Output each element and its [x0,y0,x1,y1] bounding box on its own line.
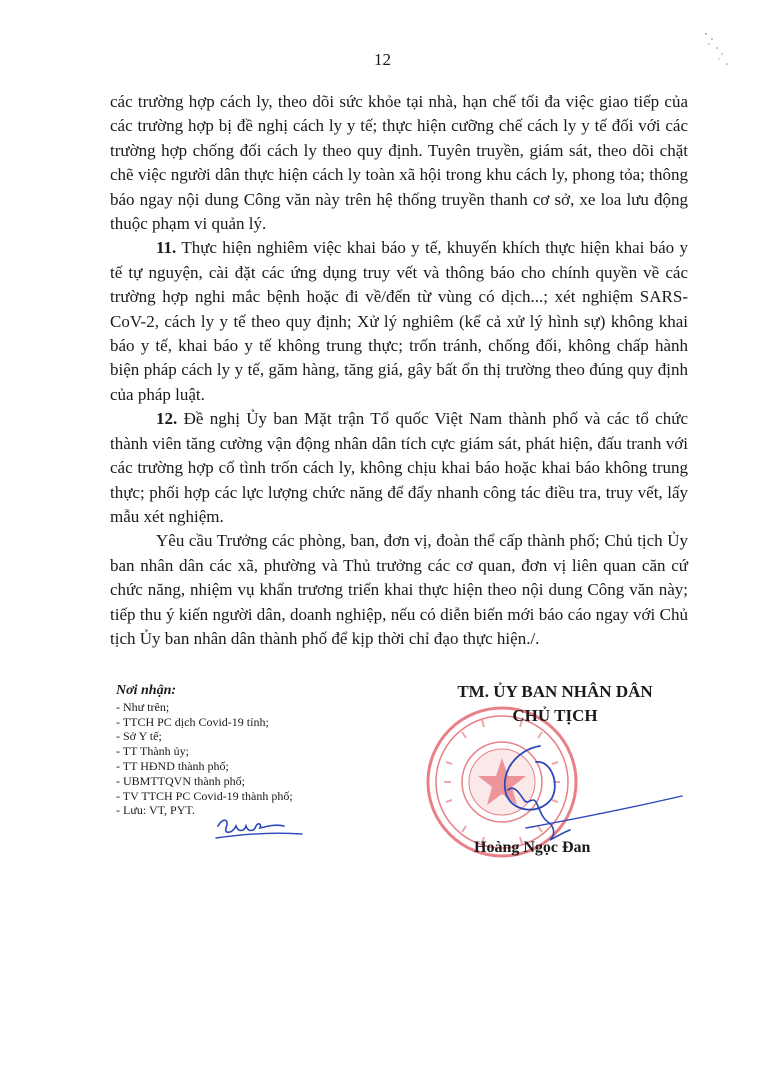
recipient-item: - TT HĐND thành phố; [116,758,229,773]
recipient-item: - UBMTTQVN thành phố; [116,773,245,788]
page-number: 12 [374,50,391,69]
signature-block [400,680,710,728]
paragraph-number: 12. [156,409,178,429]
recipient-item: - Lưu: VT, PYT. [116,803,195,818]
recipient-item: - TTCH PC dịch Covid-19 tỉnh; [116,714,269,729]
paragraph-closing [110,529,688,651]
recipient-item: - TV TTCH PC Covid-19 thành phố; [116,788,293,803]
recipient-item: - Như trên; [116,699,170,714]
paragraph-text: các trường hợp cách ly, theo dõi sức khỏe tại nhà, hạn chế tối đa việc giao tiếp của các trường hợp bị đề nghị cách ly y tế; thực hiện cưỡng chế cách ly y tế đối với các trường hợp chống đối cách ly theo quy định. Tuyên truyền, giám sát, theo dõi chặt chẽ việc người dân thực hiện cách ly toàn xã hội trong khu cách ly, phong tỏa; thông báo ngay nội dung Công văn này trên hệ thống truyền thanh cơ sở, xe loa lưu động thuộc phạm vi quản lý. [110,92,688,234]
paragraph-number: 11. [156,238,177,258]
signer-name: Hoàng Ngọc Đan [474,839,591,856]
recipient-item: - Sở Y tế; [116,729,162,744]
paragraph-text: Yêu cầu Trưởng các phòng, ban, đơn vị, đoàn thể cấp thành phố; Chủ tịch Ủy ban nhân dân các xã, phường và Thủ trưởng các cơ quan, đơn vị liên quan căn cứ chức năng, nhiệm vụ khẩn trương triển khai thực hiện theo nội dung Công văn này; tiếp thu ý kiến người dân, doanh nghiệp, nếu có diễn biến mới báo cáo ngay với Chủ tịch Ủy ban nhân dân thành phố để kịp thời chỉ đạo thực hiện./. [110,531,688,648]
signature-title: TM. ỦY BAN NHÂN DÂN [457,682,653,701]
paragraph-item-12 [110,407,688,529]
paragraph-continuation [110,90,688,236]
paragraph-text: Thực hiện nghiêm việc khai báo y tế, khuyến khích thực hiện khai báo y tế tự nguyện, cài đặt các ứng dụng truy vết và thông báo cho chính quyền về các trường hợp nghi mắc bệnh hoặc đi về/đến từ vùng có dịch...; xét nghiệm SARS-CoV-2, cách ly y tế theo quy định; Xử lý nghiêm (kể cả xử lý hình sự) không khai báo y tế, khai báo y tế không trung thực; trốn tránh, chống đối, không chấp hành biện pháp cách ly y tế, găm hàng, tăng giá, gây bất ổn thị trường theo đúng quy định của pháp luật. [110,238,688,404]
paragraph-text: Đề nghị Ủy ban Mặt trận Tổ quốc Việt Nam thành phố và các tổ chức thành viên tăng cường vận động nhân dân tích cực giám sát, phát hiện, đấu tranh với các trường hợp cố tình trốn cách ly, không chịu khai báo hoặc khai báo không trung thực; phối hợp các lực lượng chức năng để đẩy nhanh công tác điều tra, truy vết, lấy mẫu xét nghiệm. [110,409,688,526]
recipients-list [116,700,396,818]
paragraph-item-11 [110,236,688,407]
initials-signature-icon [214,812,304,848]
recipients-block [116,684,396,818]
signature-position: CHỦ TỊCH [512,706,598,725]
document-body [110,90,688,651]
recipients-heading: Nơi nhận: [116,683,177,698]
scan-speck-icon [700,30,740,80]
recipient-item: - TT Thành ủy; [116,744,189,759]
